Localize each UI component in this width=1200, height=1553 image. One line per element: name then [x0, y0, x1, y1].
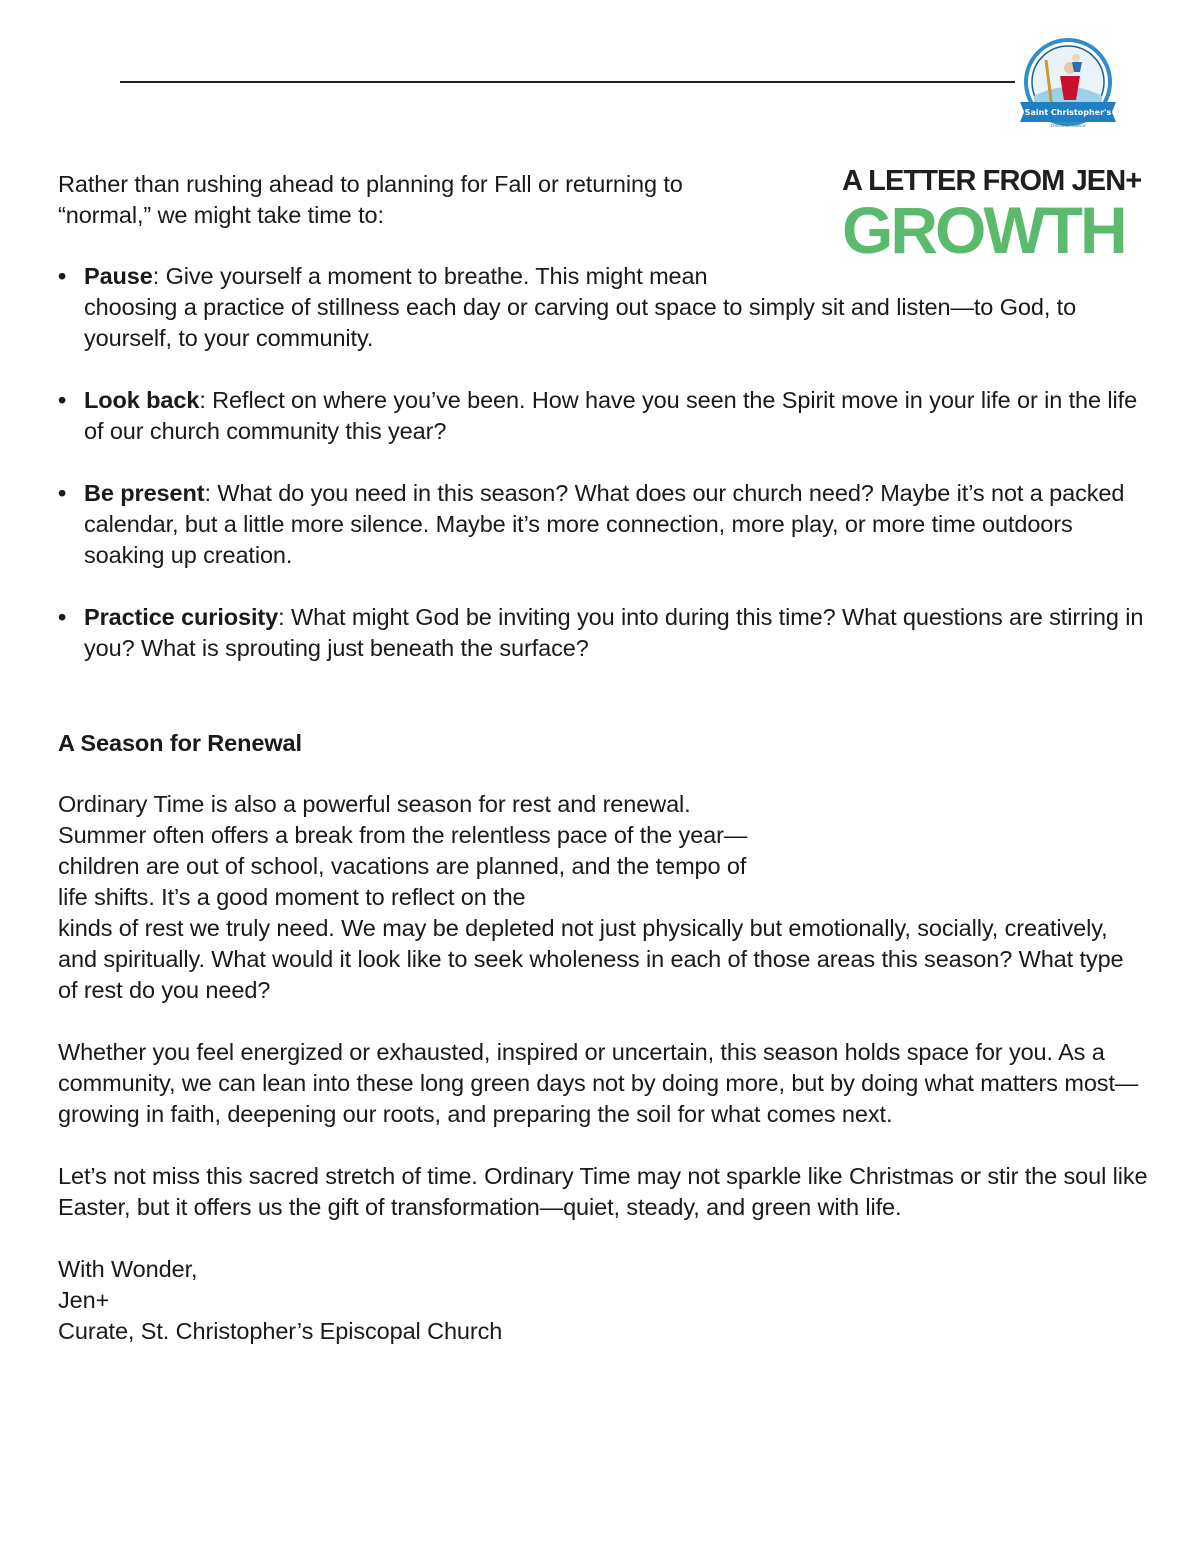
closing-paragraph: Let’s not miss this sacred stretch of time. Ordinary Time may not sparkle like Christmas or stir the soul like Easter, but it offers us the gift of transformation—quiet, steady, and green with life. — [58, 1163, 1148, 1220]
practice-text: : Give yourself a moment to breathe. This might mean — [152, 263, 708, 289]
letter-body — [58, 169, 1148, 1347]
list-item — [58, 385, 1148, 447]
signoff-name: Jen+ — [58, 1287, 110, 1313]
letter-headline: GROWTH — [842, 193, 1125, 267]
church-logo — [1016, 38, 1120, 130]
practice-term: Practice curiosity — [84, 604, 279, 630]
signoff-closing: With Wonder, — [58, 1256, 198, 1282]
list-item — [58, 602, 1148, 664]
logo-banner-text: Saint Christopher's — [1024, 108, 1112, 117]
letter-kicker: A LETTER FROM JEN+ — [842, 165, 1142, 197]
practice-text-continued: choosing a practice of stillness each day or carving out space to simply sit and listen—to God, to yourself, to your community. — [84, 294, 1077, 351]
signoff — [58, 1254, 1148, 1347]
signoff-title: Curate, St. Christopher’s Episcopal Church — [58, 1318, 503, 1344]
section-heading: A Season for Renewal — [58, 730, 302, 756]
practice-text: : Reflect on where you’ve been. How have you seen the Spirit move in your life or in the life of our church community this year? — [84, 387, 1138, 444]
bullet-icon: • — [58, 263, 67, 289]
list-item — [58, 478, 1148, 571]
practice-text: : What might God be inviting you into during this time? What questions are stirring in you? What is sprouting just beneath the surface? — [84, 604, 1144, 661]
community-paragraph: Whether you feel energized or exhausted, inspired or uncertain, this season holds space for you. As a community, we can lean into these long green days not by doing more, but by doing what matters most—growing in faith, deepening our roots, and preparing the soil for what comes next. — [58, 1039, 1139, 1127]
practice-list — [58, 261, 1148, 664]
practice-term: Be present — [84, 480, 205, 506]
practice-term: Pause — [84, 263, 153, 289]
practice-term: Look back — [84, 387, 200, 413]
intro-paragraph: Rather than rushing ahead to planning for Fall or returning to “normal,” we might take time to: — [58, 171, 683, 228]
bullet-icon: • — [58, 387, 67, 413]
bullet-icon: • — [58, 604, 67, 630]
practice-text: : What do you need in this season? What does our church need? Maybe it’s not a packed calendar, but a little more silence. Maybe it’s more connection, more play, or more time outdoors soaking up creation. — [84, 480, 1125, 568]
logo-sub-text: EPISCOPAL CHURCH — [1050, 124, 1086, 128]
bullet-icon: • — [58, 480, 67, 506]
list-item — [58, 261, 1148, 354]
renewal-paragraph — [58, 789, 1148, 1006]
renewal-paragraph-start: Ordinary Time is also a powerful season for rest and renewal. Summer often offers a break from the relentless pace of the year—children are out of school, vacations are planned, and the tempo of life shifts. It’s a good moment to reflect on the — [58, 791, 748, 910]
top-divider — [120, 81, 1015, 83]
renewal-paragraph-rest: kinds of rest we truly need. We may be depleted not just physically but emotionally, socially, creatively, and spiritually. What would it look like to seek wholeness in each of those areas this season? What type of rest do you need? — [58, 915, 1124, 1003]
